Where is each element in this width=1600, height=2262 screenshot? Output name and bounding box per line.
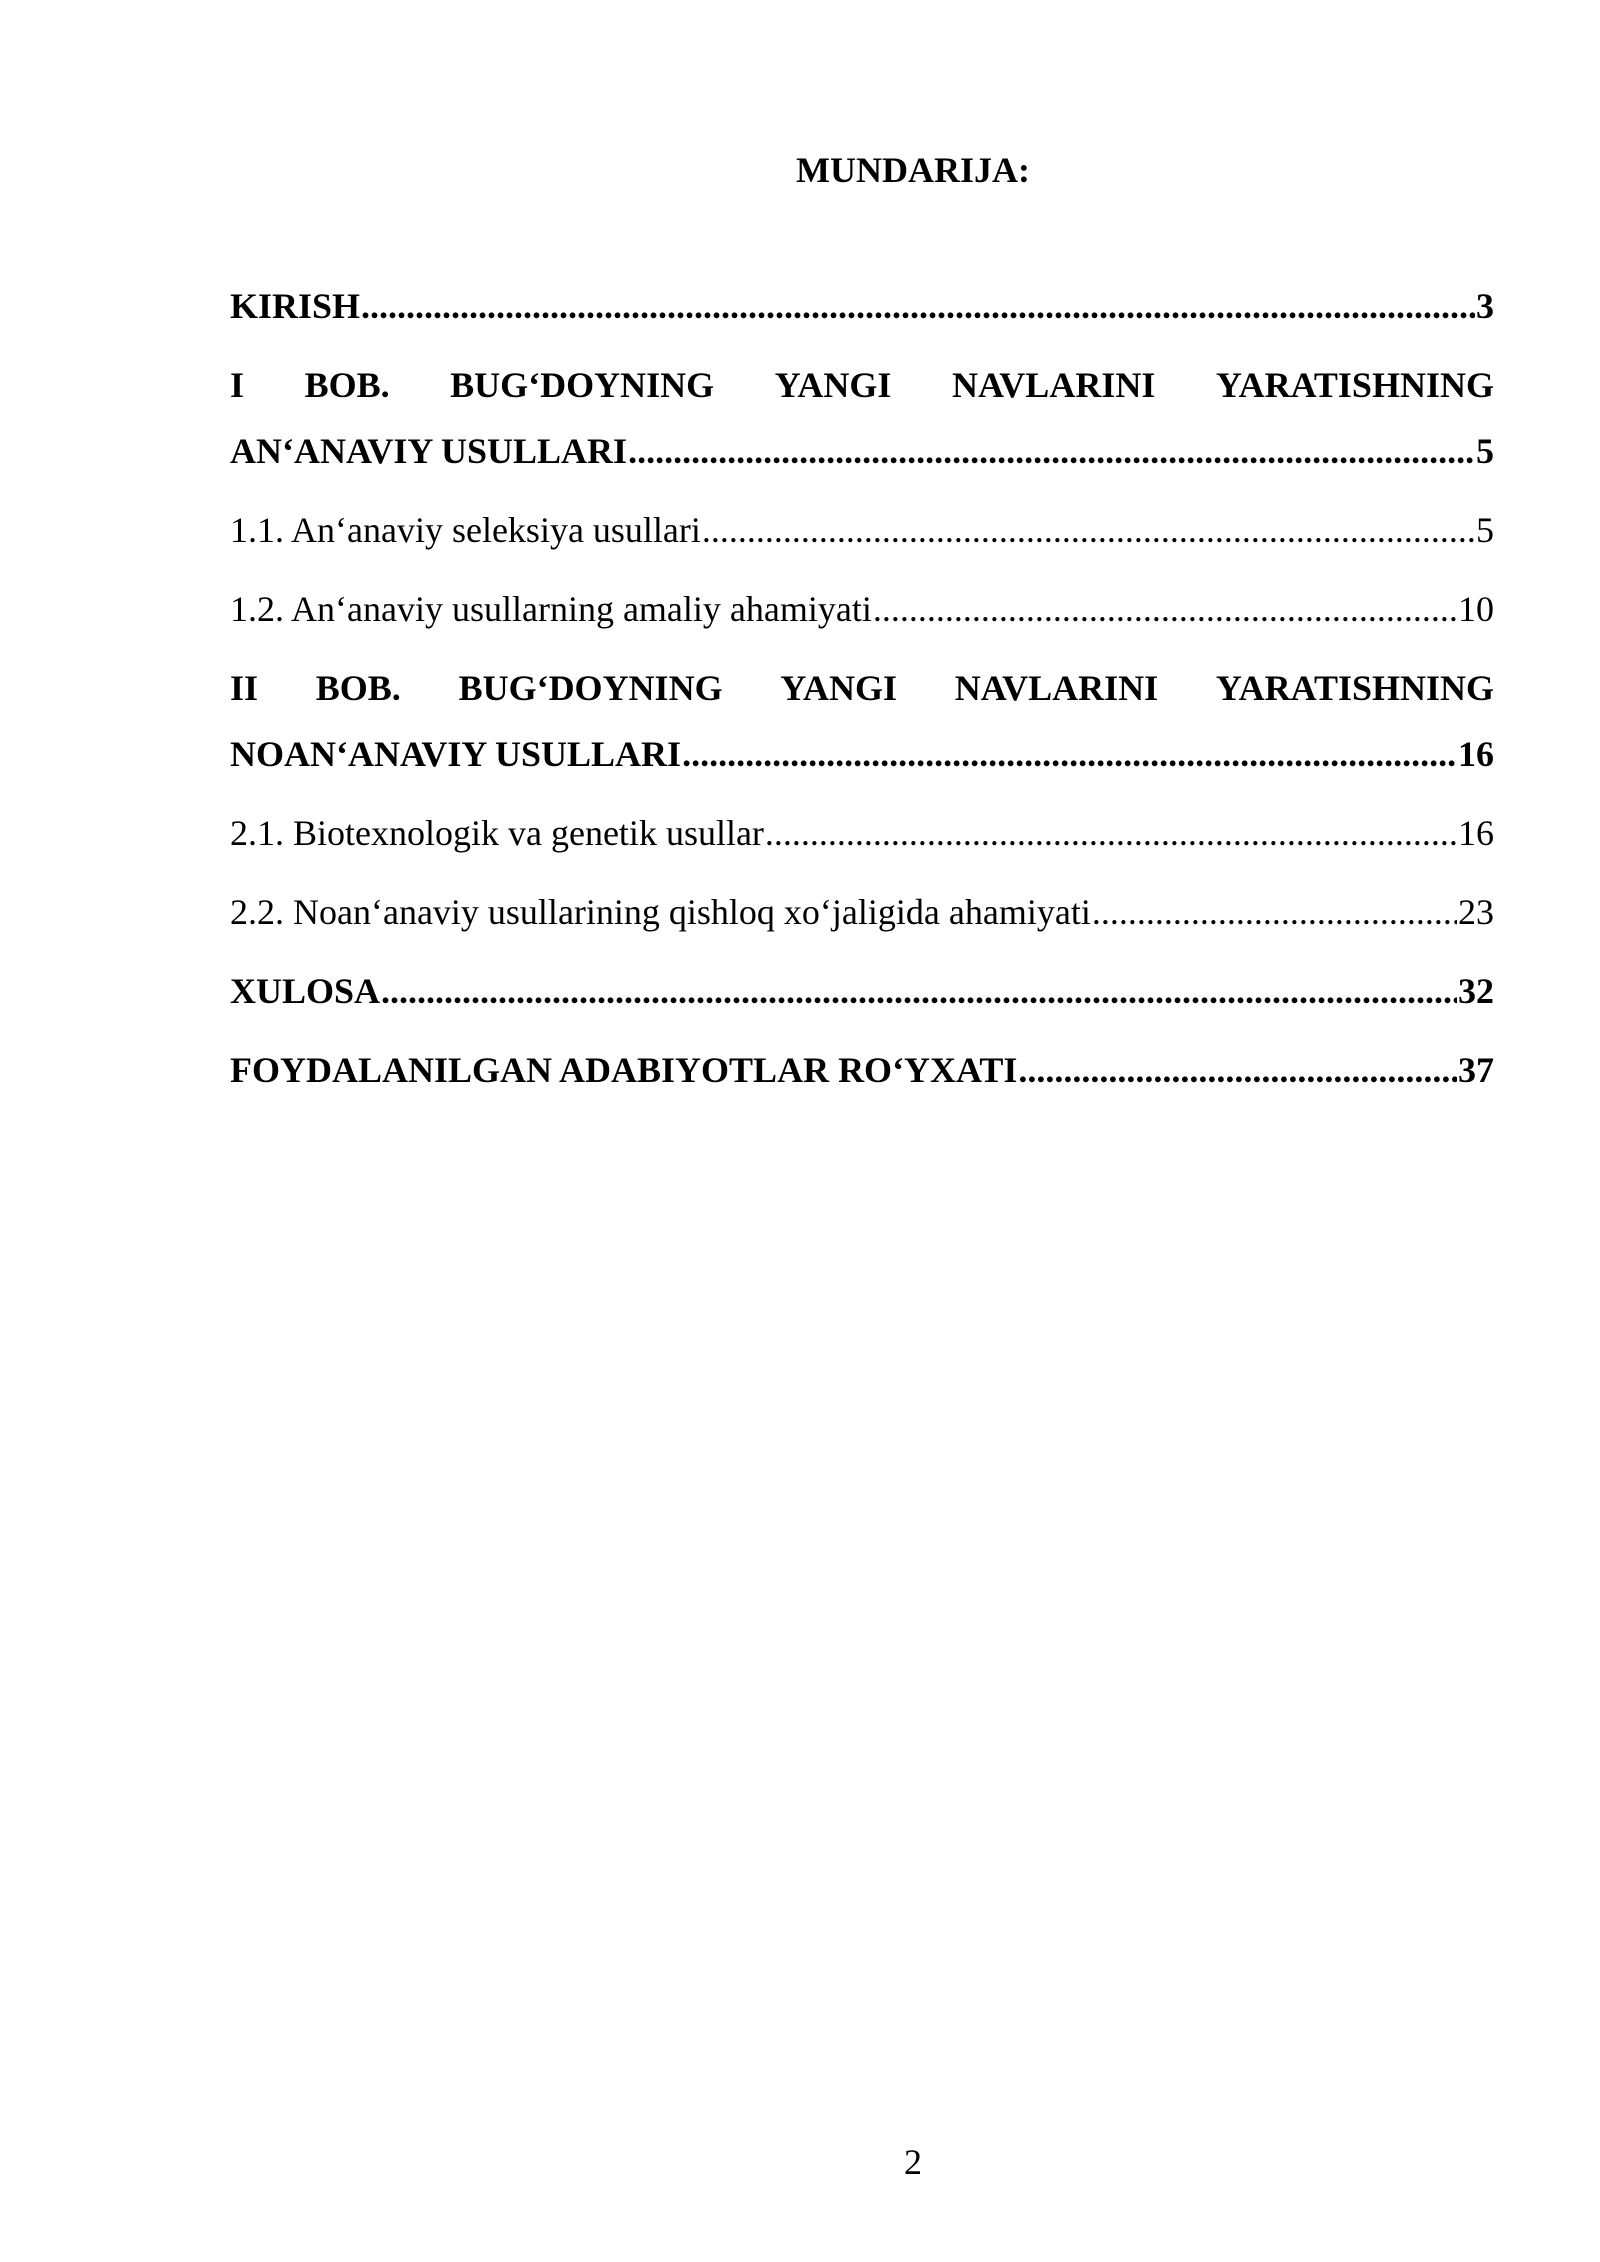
toc-entry-section-2-1[interactable]	[230, 813, 1494, 853]
toc-page-number: 37	[1458, 1050, 1494, 1090]
toc-entry-label: NOAN‘ANAVIY USULLARI	[230, 734, 682, 774]
toc-entry-chapter-1[interactable]	[230, 365, 1494, 471]
toc-word: BOB.	[315, 668, 401, 708]
toc-chapter-title-line	[230, 365, 1494, 405]
toc-word: NAVLARINI	[951, 365, 1156, 405]
toc-page-number: 16	[1458, 813, 1494, 853]
dot-leader	[1092, 892, 1457, 932]
toc-word: YARATISHNING	[1215, 365, 1494, 405]
toc-page-number: 5	[1476, 510, 1494, 550]
toc-word: BOB.	[304, 365, 390, 405]
toc-word: NAVLARINI	[954, 668, 1159, 708]
toc-page-number: 32	[1458, 971, 1494, 1011]
toc-word: I	[230, 365, 245, 405]
dot-leader	[628, 431, 1475, 471]
dot-leader	[381, 971, 1457, 1011]
toc-page-number: 16	[1458, 734, 1494, 774]
toc-entry-label: KIRISH	[230, 286, 361, 326]
toc-word: YANGI	[780, 668, 898, 708]
toc-entry-section-1-2[interactable]	[230, 589, 1494, 629]
toc-page-number: 23	[1458, 892, 1494, 932]
toc-entry-label: FOYDALANILGAN ADABIYOTLAR RO‘YXATI	[230, 1050, 1018, 1090]
toc-chapter-subtitle-line	[230, 734, 1494, 774]
toc-entry-chapter-2[interactable]	[230, 668, 1494, 774]
toc-page-number: 3	[1476, 286, 1494, 326]
dot-leader	[765, 813, 1457, 853]
toc-page-number: 10	[1458, 589, 1494, 629]
toc-chapter-subtitle-line	[230, 431, 1494, 471]
toc-entry-xulosa[interactable]	[230, 971, 1494, 1011]
dot-leader	[682, 734, 1457, 774]
toc-page-number: 5	[1476, 431, 1494, 471]
toc-word: YARATISHNING	[1215, 668, 1494, 708]
toc-entry-references[interactable]	[230, 1050, 1494, 1090]
toc-entry-label: XULOSA	[230, 971, 381, 1011]
toc-chapter-title-line	[230, 668, 1494, 708]
toc-entry-label: AN‘ANAVIY USULLARI	[230, 431, 628, 471]
table-of-contents	[230, 286, 1494, 1129]
toc-entry-kirish[interactable]	[230, 286, 1494, 326]
dot-leader	[1018, 1050, 1457, 1090]
toc-entry-label: 2.1. Biotexnologik va genetik usullar	[230, 813, 764, 853]
toc-entry-label: 2.2. Noan‘anaviy usullarining qishloq xo‘jaligida ahamiyati	[230, 892, 1091, 932]
toc-word: BUG‘DOYNING	[458, 668, 723, 708]
toc-word: BUG‘DOYNING	[450, 365, 715, 405]
dot-leader	[873, 589, 1457, 629]
toc-entry-label: 1.2. An‘anaviy usullarning amaliy ahamiyati	[230, 589, 872, 629]
toc-entry-section-1-1[interactable]	[230, 510, 1494, 550]
toc-entry-section-2-2[interactable]	[230, 892, 1494, 932]
dot-leader	[361, 286, 1475, 326]
dot-leader	[702, 510, 1475, 550]
page-number: 2	[904, 2142, 922, 2182]
page-title: MUNDARIJA:	[796, 150, 1030, 190]
toc-word: II	[230, 668, 259, 708]
toc-word: YANGI	[774, 365, 892, 405]
toc-entry-label: 1.1. An‘anaviy seleksiya usullari	[230, 510, 701, 550]
